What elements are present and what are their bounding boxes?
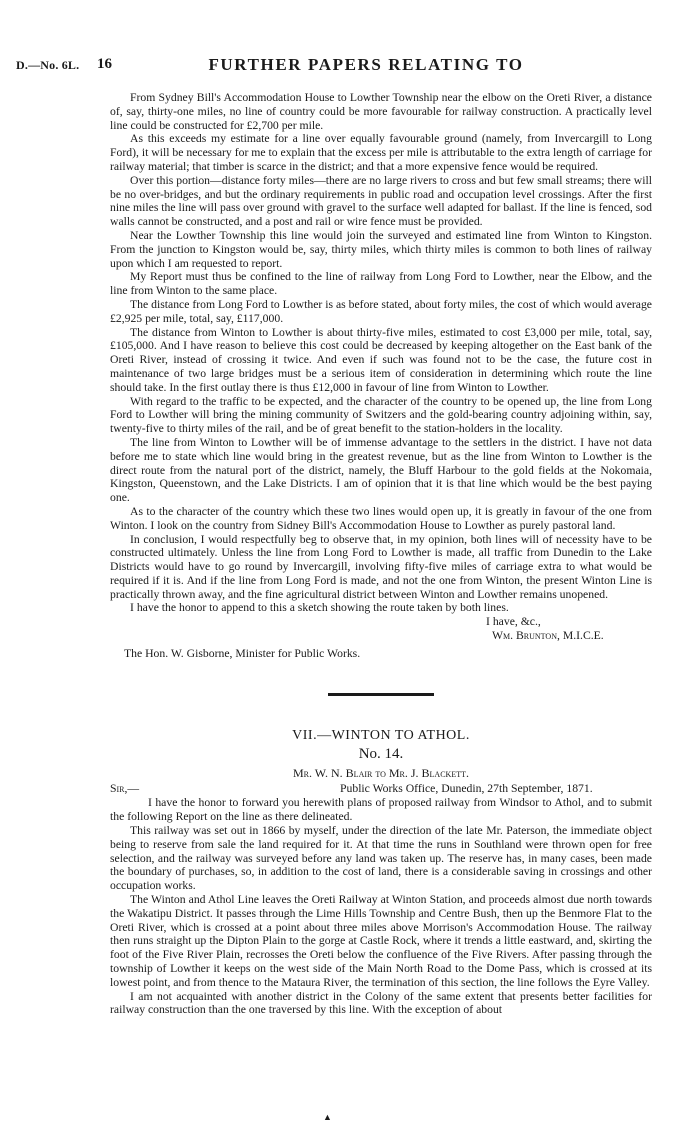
document-reference: D.—No. 6L. bbox=[16, 58, 80, 72]
running-title: FURTHER PAPERS RELATING TO bbox=[208, 55, 524, 74]
section-title: VII.—WINTON TO ATHOL. bbox=[292, 728, 470, 744]
page-header bbox=[10, 55, 682, 77]
paragraph: As to the character of the country which these two lines would open up, it is greatly in favour of the one from Winton. I look on the country from Sidney Bill's Accommodation House to Lowther as purely pastoral land. bbox=[110, 504, 652, 532]
paragraph: The line from Winton to Lowther will be of immense advantage to the settlers in the district. I have not data before me to state which line would bring in the greatest revenue, but as the line from Winton to Lowther is the direct route from the natural port of the district, namely, the Bluff Harbour to the gold fields at the Nokomaia, Kingston, Queenstown, and the Lake Districts. I am of opinion that it is that line which would be the best paying one. bbox=[110, 435, 652, 505]
paragraph: Near the Lowther Township this line would join the surveyed and estimated line from Winton to Kingston. From the junction to Kingston would be, say, thirty miles, which thirty miles is common to both lines of railway upon which I am requested to report. bbox=[110, 228, 652, 270]
office-date: Public Works Office, Dunedin, 27th September, 1871. bbox=[340, 782, 593, 796]
document-number: No. 14. bbox=[358, 745, 404, 762]
addressee: The Hon. W. Gisborne, Minister for Public Works. bbox=[124, 647, 361, 661]
page-number: 16 bbox=[97, 56, 112, 72]
paragraph: This railway was set out in 1866 by myself, under the direction of the late Mr. Paterson, the immediate object being to reserve from sale the land required for it. At that time the runs in Southland were thrown open for free selection, and the railway was surveyed before any land was taken up. The reserve has, in many cases, been made the boundary of purchases, so, in addition to the cost of land, there is a considerable saving in crossings and other occupation works. bbox=[110, 824, 652, 893]
paragraph: I have the honor to forward you herewith plans of proposed railway from Windsor to Athol, and to submit the following Report on the line as there delineated. bbox=[110, 796, 652, 824]
section-divider bbox=[328, 693, 434, 696]
paragraph: With regard to the traffic to be expected, and the character of the country to be opened up, the line from Long Ford to Lowther will bring the mining community of Switzers and the gold-bearing country adjoining within, say, twenty-five to thirty miles of the rail, and be of great benefit to the station-holders in the locality. bbox=[110, 394, 652, 436]
paragraph: The Winton and Athol Line leaves the Oreti Railway at Winton Station, and proceeds almost due north towards the Wakatipu District. It passes through the Lime Hills Township and Centre Bush, then up the Benmore Flat to the Oreti River, which is crossed at a point about three miles above Morrison's Accommodation House. The railway then runs straight up the Dipton Plain to the gorge at Castle Rock, where it trends a little eastward, and, skirting the foot of the Five River Plain, recrosses the Oreti below the confluence of the Five Rivers. After passing through the township of Lowther it keeps on the west side of the Main North Road to the Dome Pass, which is crossed at its lowest point, and from thence to the Mataura River, the termination of this section, the line follows the Eyre Valley. bbox=[110, 893, 652, 989]
letter-closing bbox=[110, 615, 652, 643]
salutation: Sir,— bbox=[110, 782, 140, 796]
paragraph: Over this portion—distance forty miles—there are no large rivers to cross and but few small streams; there will be no over-bridges, and but the ordinary requirements in public road and occupation level crossings. After the first nine miles the line will pass over ground with gravel to the surface well adapted for ballast. If the line is fenced, sod walls cannot be constructed, and a post and rail or wire fence must be provided. bbox=[110, 173, 653, 229]
paragraph: I am not acquainted with another district in the Colony of the same extent that presents better facilities for railway construction than the one traversed by this line. With the exception of about bbox=[110, 989, 652, 1017]
paragraph: From Sydney Bill's Accommodation House to Lowther Township near the elbow on the Oreti River, a distance of, say, thirty-one miles, no line of country could be more favourable for railway construction. A practically level line could be constructed for £2,700 per mile. bbox=[110, 91, 652, 132]
paragraph: My Report must thus be confined to the line of railway from Long Ford to Lowther, near the Elbow, and the line from Winton to the same place. bbox=[110, 270, 652, 298]
print-mark-icon: ▲ bbox=[323, 1112, 332, 1122]
closing-formula: I have, &c., bbox=[486, 615, 541, 629]
document-body bbox=[110, 91, 652, 1017]
paragraph: As this exceeds my estimate for a line over equally favourable ground (namely, from Invercargill to Long Ford), it will be necessary for me to explain that the excess per mile is attributable to the extra length of carriage for railway material; that timber is scarce in the district; and that a more expensive fence would be required. bbox=[110, 132, 652, 173]
paragraph: The distance from Winton to Lowther is about thirty-five miles, estimated to cost £3,000 per mile, total, say, £105,000. And I have reason to believe this cost could be decreased by keeping altogether on the East bank of the Oreti River, instead of crossing it twice. And even if such was found not to be the case, the future cost in maintenance of two large bridges must be a serious item of consideration in determining which route the line should take. In the first outlay there is thus £12,000 in favour of line from Winton to Lowther. bbox=[110, 325, 652, 394]
correspondence-line: Mr. W. N. Blair to Mr. J. Blackett. bbox=[293, 765, 469, 780]
paragraph: I have the honor to append to this a sketch showing the route taken by both lines. bbox=[130, 601, 509, 615]
salutation-line bbox=[110, 782, 652, 796]
paragraph: In conclusion, I would respectfully beg to observe that, in my opinion, both lines will of necessity have to be constructed ultimately. Unless the line from Long Ford to Lowther is made, all traffic from Dunedin to the Lake Districts would have to go round by Invercargill, involving fifty-five miles of carriage extra to what would be required if it is. And if the line from Long Ford is made, and not the one from Winton, the present Winton Line is practically thrown away, and the fine agricultural district between Winton and Lowther remains unopened. bbox=[110, 532, 652, 601]
signature: Wm. Brunton, M.I.C.E. bbox=[492, 629, 604, 643]
paragraph: The distance from Long Ford to Lowther is as before stated, about forty miles, the cost of which would average £2,925 per mile, total, say, £117,000. bbox=[110, 297, 652, 325]
